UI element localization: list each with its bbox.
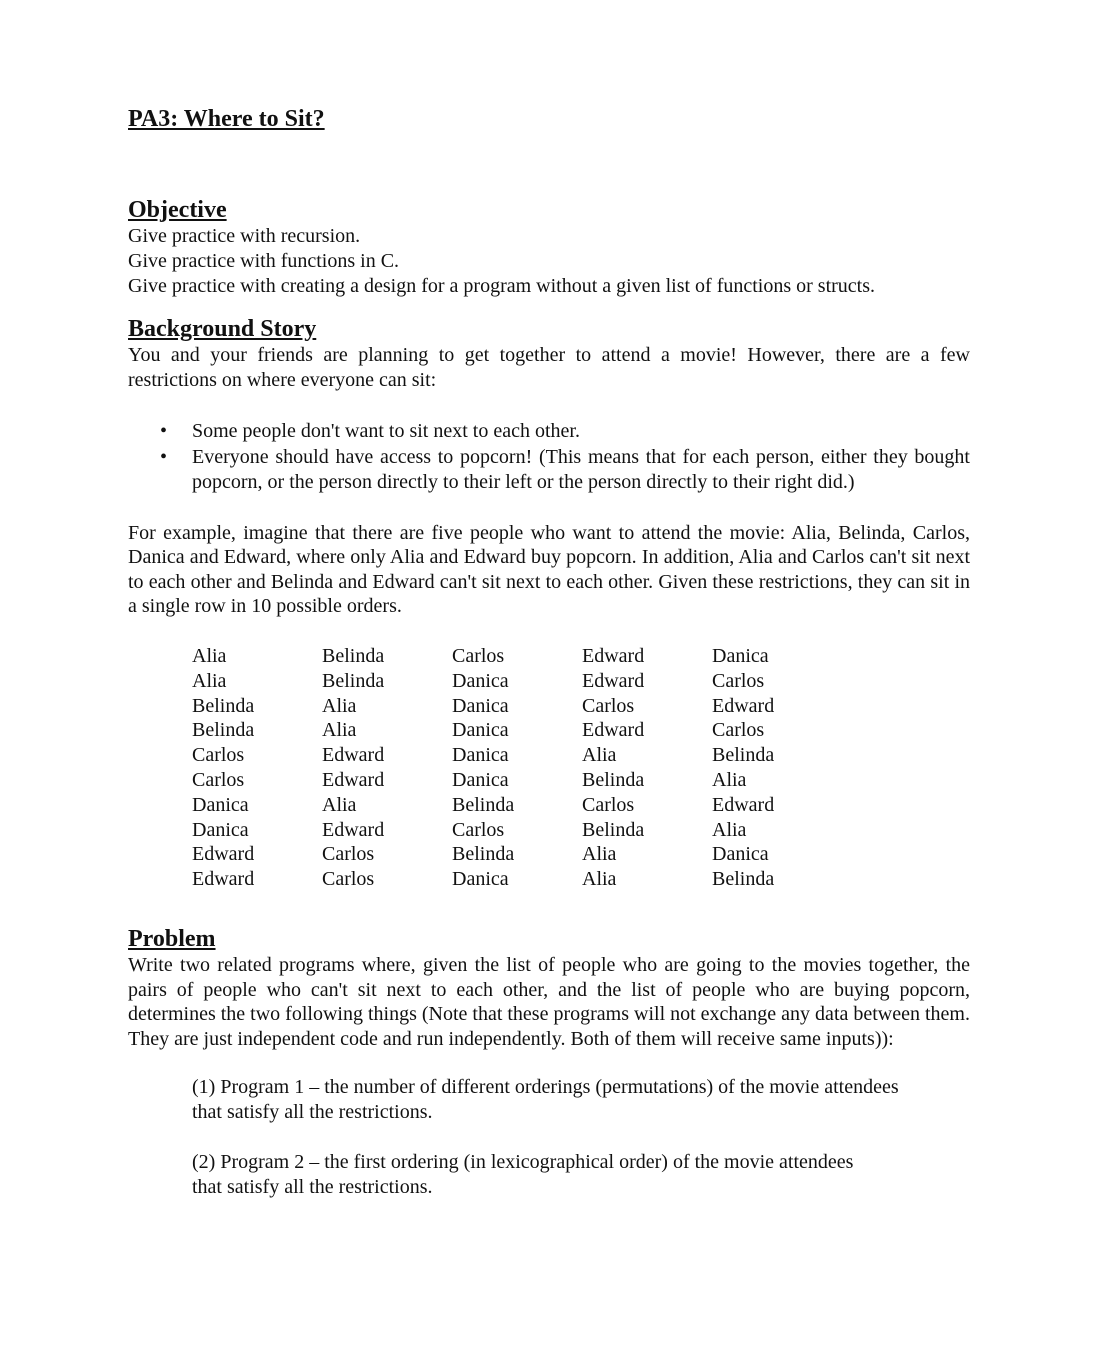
seat-cell: Danica [712, 645, 769, 668]
seat-cell: Danica [452, 868, 509, 891]
seat-cell: Alia [322, 793, 357, 816]
restriction-item: • Some people don't want to sit next to each other. [128, 419, 970, 445]
seat-cell: Danica [452, 769, 509, 792]
seat-cell: Edward [192, 843, 255, 866]
objective-line: Give practice with recursion. [128, 225, 361, 247]
spacer [128, 134, 970, 197]
seat-cell: Edward [322, 818, 385, 841]
seat-cell: Danica [452, 694, 509, 717]
spacer [128, 496, 970, 521]
ordering-row [192, 644, 842, 669]
seat-cell: Danica [712, 843, 769, 866]
program-1-line: (1) Program 1 – the number of different orderings (permutations) of the movie attendees [192, 1076, 899, 1099]
program-2-line: (2) Program 2 – the first ordering (in lexicographical order) of the movie attendees [192, 1151, 854, 1174]
seat-cell: Carlos [582, 694, 635, 717]
seat-cell: Belinda [452, 793, 515, 816]
seat-cell: Belinda [322, 645, 385, 668]
restriction-list [128, 419, 970, 496]
seat-cell: Danica [452, 744, 509, 767]
background-section [128, 316, 970, 892]
seat-cell: Carlos [582, 793, 635, 816]
program-2-description [192, 1150, 970, 1200]
seat-cell: Carlos [322, 868, 375, 891]
document-page [128, 104, 970, 1200]
seat-cell: Danica [192, 818, 249, 841]
objective-heading: Objective [128, 197, 227, 223]
seat-cell: Carlos [192, 744, 245, 767]
seat-cell: Edward [322, 744, 385, 767]
seat-cell: Alia [322, 694, 357, 717]
seat-cell: Alia [582, 744, 617, 767]
seat-cell: Carlos [712, 719, 765, 742]
spacer [128, 1125, 970, 1150]
spacer [128, 892, 970, 926]
seat-cell: Alia [192, 645, 227, 668]
seat-cell: Belinda [192, 719, 255, 742]
example-paragraph: For example, imagine that there are five people who want to attend the movie: Alia, Belinda, Carlos, Danica and Edward, where only Alia and Edward buy popcorn. In addition, Alia and Carlos can't sit next to each other and Belinda and Edward can't sit next to each other. Given these restrictions, they can sit in a single row in 10 possible orders. [128, 521, 970, 618]
seat-cell: Alia [582, 868, 617, 891]
seat-cell: Edward [712, 793, 775, 816]
seat-cell: Belinda [582, 769, 645, 792]
seat-cell: Alia [322, 719, 357, 742]
seat-cell: Carlos [712, 669, 765, 692]
seat-cell: Danica [452, 719, 509, 742]
background-heading: Background Story [128, 316, 317, 342]
spacer [128, 299, 970, 316]
objective-line: Give practice with creating a design for a program without a given list of functions or structs. [128, 275, 876, 297]
seat-cell: Edward [712, 694, 775, 717]
seat-cell: Edward [192, 868, 255, 891]
seat-cell: Alia [582, 843, 617, 866]
restriction-item: • Everyone should have access to popcorn! (This means that for each person, either they bought popcorn, or the person directly to their left or the person directly to their right did.) [128, 445, 970, 496]
ordering-row [192, 743, 842, 768]
seat-cell: Belinda [452, 843, 515, 866]
ordering-row [192, 669, 842, 694]
ordering-row [192, 842, 842, 867]
ordering-row [192, 694, 842, 719]
seat-cell: Alia [712, 769, 747, 792]
seat-cell: Danica [192, 793, 249, 816]
seat-cell: Belinda [322, 669, 385, 692]
seat-cell: Belinda [192, 694, 255, 717]
seat-cell: Carlos [452, 818, 505, 841]
seat-cell: Edward [582, 669, 645, 692]
seat-cell: Belinda [712, 744, 775, 767]
ordering-row [192, 718, 842, 743]
background-intro: You and your friends are planning to get together to attend a movie! However, there are a few restrictions on where everyone can sit: [128, 344, 970, 391]
seat-cell: Belinda [582, 818, 645, 841]
seat-cell: Carlos [322, 843, 375, 866]
program-1-description [192, 1075, 970, 1125]
seat-cell: Danica [452, 669, 509, 692]
document-title: PA3: Where to Sit? [128, 106, 325, 132]
spacer [128, 1051, 970, 1075]
ordering-row [192, 768, 842, 793]
seat-cell: Alia [712, 818, 747, 841]
problem-section [128, 926, 970, 1200]
problem-heading: Problem [128, 926, 216, 953]
problem-paragraph: Write two related programs where, given the list of people who are going to the movies together, the pairs of people who can't sit next to each other, and the list of people who are buying popcorn, determines the two following things (Note that these programs will not exchange any data between them. They are just independent code and run independently. Both of them will receive same inputs)): [128, 954, 970, 1050]
program-2-line: that satisfy all the restrictions. [192, 1176, 433, 1199]
ordering-row [192, 867, 842, 892]
seat-cell: Edward [582, 719, 645, 742]
spacer [128, 392, 970, 419]
seat-cell: Edward [582, 645, 645, 668]
seat-cell: Carlos [452, 645, 505, 668]
seat-cell: Alia [192, 669, 227, 692]
objective-line: Give practice with functions in C. [128, 250, 400, 272]
ordering-row [192, 818, 842, 843]
seat-cell: Carlos [192, 769, 245, 792]
ordering-row [192, 793, 842, 818]
seat-cell: Belinda [712, 868, 775, 891]
orderings-table [192, 644, 842, 892]
program-1-line: that satisfy all the restrictions. [192, 1101, 433, 1124]
seat-cell: Edward [322, 769, 385, 792]
spacer [128, 619, 970, 644]
objective-section [128, 197, 970, 299]
